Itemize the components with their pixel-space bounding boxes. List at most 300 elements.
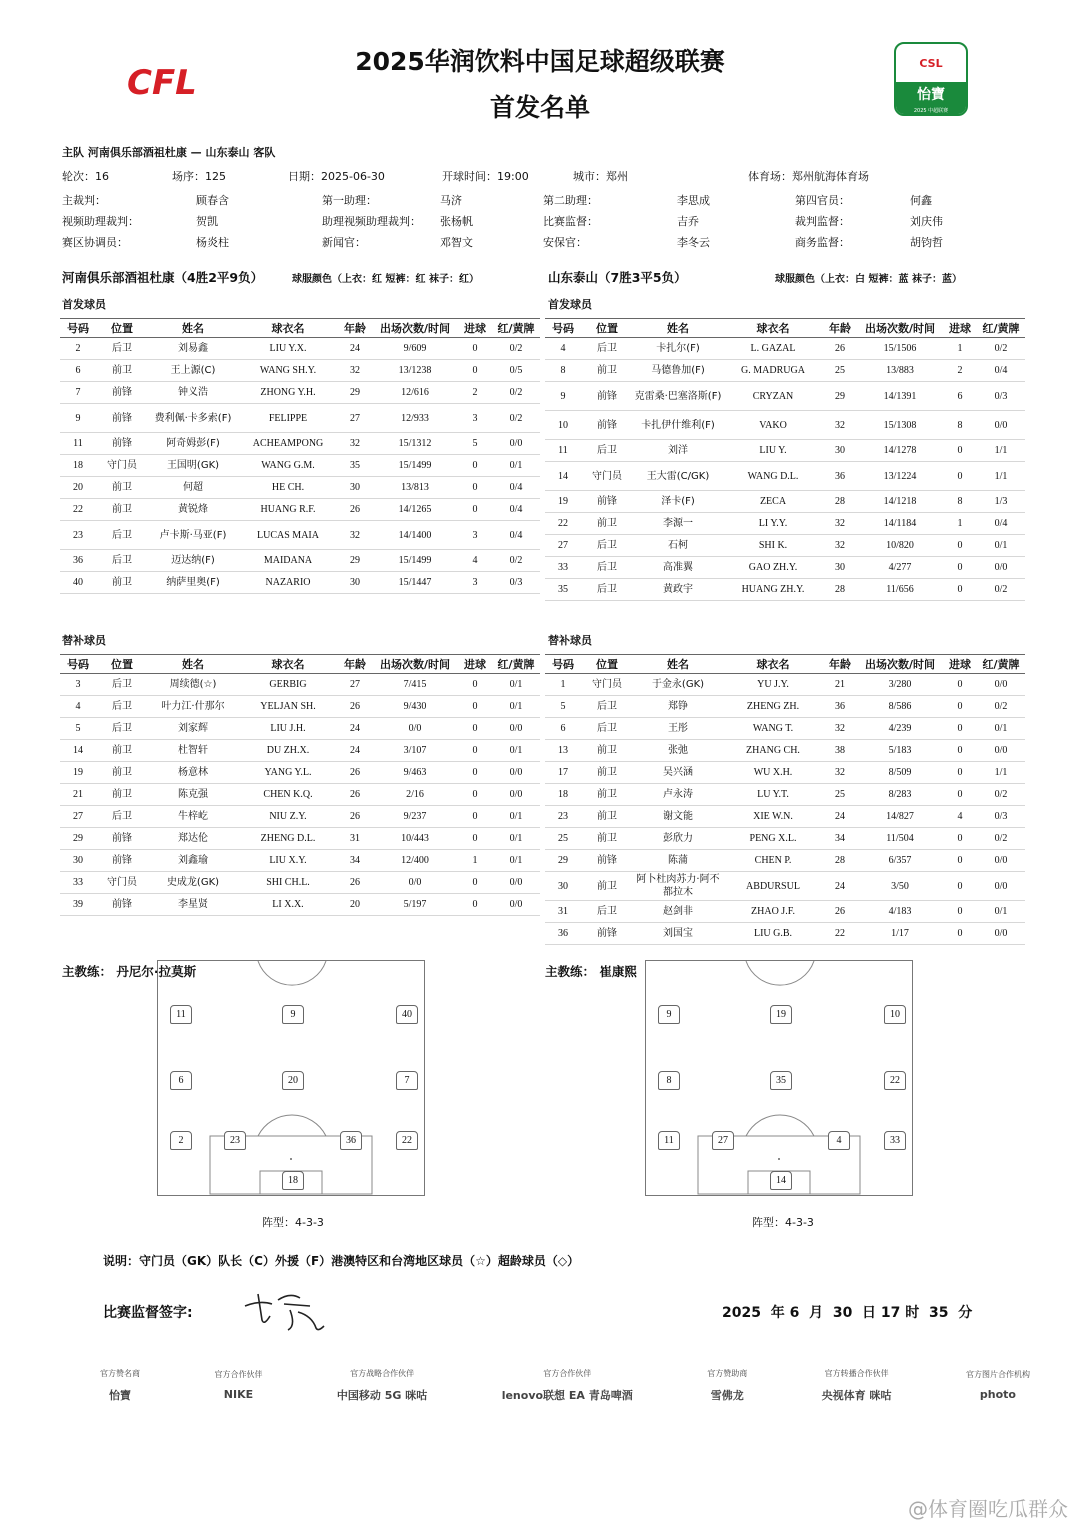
table-cell: 13/883 <box>857 360 943 382</box>
table-cell: 3 <box>458 521 492 550</box>
table-cell: 33 <box>60 872 96 894</box>
signature-image <box>240 1286 340 1336</box>
match-no: 场序：125 <box>172 170 226 183</box>
table-cell: 14/1218 <box>857 491 943 513</box>
column-header: 号码 <box>545 319 581 338</box>
table-cell: 28 <box>823 579 857 601</box>
table-cell: 0/2 <box>492 404 540 433</box>
csl-logo-main: 怡寶 <box>917 87 945 103</box>
column-header: 球衣名 <box>238 655 338 674</box>
table-cell: 0/1 <box>977 901 1025 923</box>
table-cell: 0/0 <box>977 850 1025 872</box>
table-cell: 守门员 <box>581 462 633 491</box>
table-cell: YU J.Y. <box>723 674 823 696</box>
column-header: 姓名 <box>148 655 238 674</box>
table-cell: 后卫 <box>96 806 148 828</box>
table-cell: 前卫 <box>581 513 633 535</box>
home-kit-colors: 球服颜色（上衣：红 短裤：红 袜子：红） <box>292 274 479 285</box>
table-cell: HE CH. <box>238 477 338 499</box>
table-cell: 前卫 <box>581 360 633 382</box>
table-cell: 0/5 <box>492 360 540 382</box>
table-row <box>545 923 1025 945</box>
table-cell: 0 <box>458 696 492 718</box>
table-cell: 张弛 <box>633 740 723 762</box>
table-cell: ACHEAMPONG <box>238 433 338 455</box>
table-cell: 前锋 <box>96 894 148 916</box>
table-row <box>545 491 1025 513</box>
table-cell: 29 <box>338 550 372 572</box>
table-cell: 11 <box>60 433 96 455</box>
table-cell: 32 <box>823 762 857 784</box>
official-name: 杨炎柱 <box>196 236 229 249</box>
table-row <box>60 550 540 572</box>
table-cell: 3 <box>458 404 492 433</box>
table-cell: 后卫 <box>581 557 633 579</box>
table-cell: 0/3 <box>977 806 1025 828</box>
table-header-row <box>60 319 540 338</box>
player-jersey-icon: 9 <box>658 1005 680 1024</box>
table-cell: 0 <box>943 784 977 806</box>
table-cell: 前锋 <box>581 850 633 872</box>
table-cell: 后卫 <box>581 440 633 462</box>
official-role: 安保官： <box>543 236 587 249</box>
table-cell: 9/237 <box>372 806 458 828</box>
table-cell: 0/0 <box>492 872 540 894</box>
table-cell: 24 <box>338 740 372 762</box>
table-cell: 35 <box>338 455 372 477</box>
table-cell: 9/463 <box>372 762 458 784</box>
table-cell: 3 <box>60 674 96 696</box>
table-cell: 前锋 <box>581 411 633 440</box>
table-cell: 32 <box>823 513 857 535</box>
table-cell: 24 <box>823 806 857 828</box>
table-cell: 0 <box>458 338 492 360</box>
table-cell: 36 <box>545 923 581 945</box>
signature-label: 比赛监督签字: <box>103 1305 193 1321</box>
table-cell: 阿卜杜肉苏力·阿不都拉木 <box>633 872 723 901</box>
column-header: 进球 <box>458 319 492 338</box>
away-starters-label: 首发球员 <box>548 298 592 311</box>
table-cell: 1 <box>458 850 492 872</box>
table-cell: 26 <box>823 338 857 360</box>
table-cell: 24 <box>338 718 372 740</box>
sponsor-brand: lenovo联想 EA 青岛啤酒 <box>501 1388 633 1402</box>
table-cell: 守门员 <box>96 455 148 477</box>
table-cell: XIE W.N. <box>723 806 823 828</box>
table-cell: 29 <box>60 828 96 850</box>
table-cell: 前卫 <box>96 572 148 594</box>
table-cell: 8/586 <box>857 696 943 718</box>
column-header: 红/黄牌 <box>977 319 1025 338</box>
table-cell: 3 <box>458 572 492 594</box>
table-cell: 前锋 <box>581 491 633 513</box>
table-cell: 王大雷(C/GK) <box>633 462 723 491</box>
table-row <box>545 828 1025 850</box>
table-cell: 纳萨里奥(F) <box>148 572 238 594</box>
table-row <box>545 411 1025 440</box>
table-cell: 0 <box>943 696 977 718</box>
column-header: 出场次数/时间 <box>372 319 458 338</box>
table-cell: 30 <box>338 572 372 594</box>
table-cell: 30 <box>60 850 96 872</box>
table-cell: 谢文能 <box>633 806 723 828</box>
table-cell: 后卫 <box>96 550 148 572</box>
table-cell: CRYZAN <box>723 382 823 411</box>
sponsor-logo <box>966 1369 1030 1401</box>
player-jersey-icon: 11 <box>170 1005 192 1024</box>
table-cell: 32 <box>823 411 857 440</box>
table-cell: 1 <box>943 338 977 360</box>
table-row <box>545 557 1025 579</box>
table-cell: 前锋 <box>581 923 633 945</box>
table-cell: SHI K. <box>723 535 823 557</box>
column-header: 位置 <box>581 319 633 338</box>
table-cell: 26 <box>823 901 857 923</box>
table-cell: 0/2 <box>977 579 1025 601</box>
sponsor-label: 官方合作伙伴 <box>543 1368 592 1378</box>
table-cell: 阿奇姆彭(F) <box>148 433 238 455</box>
table-cell: 前卫 <box>96 784 148 806</box>
table-cell: 牛梓屹 <box>148 806 238 828</box>
column-header: 位置 <box>96 655 148 674</box>
table-cell: 27 <box>545 535 581 557</box>
table-cell: 11 <box>545 440 581 462</box>
table-cell: 卢永涛 <box>633 784 723 806</box>
kickoff-time: 开球时间：19:00 <box>442 170 529 183</box>
table-cell: 4/277 <box>857 557 943 579</box>
table-cell: 3/50 <box>857 872 943 901</box>
official-name: 顾春含 <box>196 194 229 207</box>
table-cell: 32 <box>823 535 857 557</box>
table-cell: 27 <box>60 806 96 828</box>
column-header: 姓名 <box>148 319 238 338</box>
table-cell: 39 <box>60 894 96 916</box>
table-cell: 1 <box>943 513 977 535</box>
table-row <box>545 462 1025 491</box>
player-jersey-icon: 6 <box>170 1071 192 1090</box>
table-cell: 1/1 <box>977 762 1025 784</box>
cfl-logo-text: CFL <box>127 63 197 102</box>
table-cell: 11/504 <box>857 828 943 850</box>
table-cell: 8 <box>943 411 977 440</box>
table-cell: 杨意林 <box>148 762 238 784</box>
table-cell: 前锋 <box>96 828 148 850</box>
table-header-row <box>60 655 540 674</box>
table-cell: 18 <box>545 784 581 806</box>
official-name: 李思成 <box>677 194 710 207</box>
table-cell: WANG SH.Y. <box>238 360 338 382</box>
city: 城市：郑州 <box>573 170 628 183</box>
table-cell: LIU Y.X. <box>238 338 338 360</box>
table-cell: 13 <box>545 740 581 762</box>
table-row <box>545 535 1025 557</box>
table-cell: 前锋 <box>96 433 148 455</box>
table-row <box>60 740 540 762</box>
table-cell: 0/2 <box>977 784 1025 806</box>
away-coach: 主教练： 崔康熙 <box>545 964 637 979</box>
player-jersey-icon: 27 <box>712 1131 734 1150</box>
table-cell: ZHANG CH. <box>723 740 823 762</box>
table-cell: 2 <box>458 382 492 404</box>
player-jersey-icon: 2 <box>170 1131 192 1150</box>
table-cell: 0 <box>943 850 977 872</box>
table-row <box>60 696 540 718</box>
sponsor-logo <box>337 1368 427 1403</box>
table-cell: 郑铮 <box>633 696 723 718</box>
table-cell: 0 <box>943 535 977 557</box>
table-cell: 27 <box>338 404 372 433</box>
table-cell: 叶力江·什那尔 <box>148 696 238 718</box>
table-cell: NAZARIO <box>238 572 338 594</box>
table-cell: 32 <box>338 360 372 382</box>
official-role: 第一助理： <box>322 194 377 207</box>
table-row <box>60 404 540 433</box>
table-cell: HUANG R.F. <box>238 499 338 521</box>
home-formation-pitch <box>157 960 425 1196</box>
table-row <box>545 718 1025 740</box>
table-cell: 10/443 <box>372 828 458 850</box>
table-cell: 29 <box>823 382 857 411</box>
official-role: 赛区协调员： <box>62 236 128 249</box>
table-cell: 15/1312 <box>372 433 458 455</box>
table-cell: 26 <box>338 872 372 894</box>
table-cell: 后卫 <box>96 674 148 696</box>
table-cell: 钟义浩 <box>148 382 238 404</box>
table-cell: 28 <box>823 491 857 513</box>
table-cell: 5 <box>60 718 96 740</box>
table-cell: 1/3 <box>977 491 1025 513</box>
table-cell: LIU J.H. <box>238 718 338 740</box>
table-cell: 0 <box>943 718 977 740</box>
table-row <box>60 338 540 360</box>
table-row <box>545 806 1025 828</box>
official-role: 商务监督： <box>795 236 850 249</box>
sponsor-label: 官方合作伙伴 <box>214 1370 263 1379</box>
table-cell: 29 <box>338 382 372 404</box>
official-role: 助理视频助理裁判： <box>322 215 421 228</box>
table-cell: 黄政宇 <box>633 579 723 601</box>
sponsor-label: 官方赞助商 <box>707 1368 748 1378</box>
column-header: 进球 <box>943 319 977 338</box>
table-cell: 0/1 <box>492 806 540 828</box>
table-cell: 3/280 <box>857 674 943 696</box>
player-jersey-icon: 8 <box>658 1071 680 1090</box>
column-header: 年龄 <box>823 655 857 674</box>
table-cell: 0/2 <box>492 382 540 404</box>
table-cell: 28 <box>823 850 857 872</box>
table-row <box>60 718 540 740</box>
official-name: 胡钧哲 <box>910 236 943 249</box>
table-cell: CHEN P. <box>723 850 823 872</box>
player-jersey-icon: 33 <box>884 1131 906 1150</box>
table-cell: LUCAS MAIA <box>238 521 338 550</box>
table-cell: 0 <box>458 828 492 850</box>
table-cell: WANG G.M. <box>238 455 338 477</box>
table-cell: 0 <box>458 477 492 499</box>
table-row <box>60 521 540 550</box>
table-cell: 0/0 <box>977 557 1025 579</box>
table-cell: 18 <box>60 455 96 477</box>
table-row <box>545 360 1025 382</box>
table-cell: 20 <box>60 477 96 499</box>
table-cell: 史成龙(GK) <box>148 872 238 894</box>
table-cell: 2 <box>943 360 977 382</box>
table-cell: 0 <box>943 579 977 601</box>
table-cell: 30 <box>545 872 581 901</box>
table-cell: 14 <box>545 462 581 491</box>
table-row <box>60 433 540 455</box>
table-row <box>60 382 540 404</box>
table-cell: 7/415 <box>372 674 458 696</box>
table-cell: 12/616 <box>372 382 458 404</box>
table-cell: 0/4 <box>977 360 1025 382</box>
official-role: 第二助理： <box>543 194 598 207</box>
table-cell: 8/509 <box>857 762 943 784</box>
player-jersey-icon: 20 <box>282 1071 304 1090</box>
table-cell: 4 <box>545 338 581 360</box>
table-cell: 26 <box>338 806 372 828</box>
table-cell: 4/239 <box>857 718 943 740</box>
table-cell: 0/4 <box>492 521 540 550</box>
column-header: 球衣名 <box>723 655 823 674</box>
column-header: 位置 <box>581 655 633 674</box>
table-cell: 14/1400 <box>372 521 458 550</box>
column-header: 号码 <box>60 319 96 338</box>
table-cell: 24 <box>823 872 857 901</box>
table-cell: 15/1506 <box>857 338 943 360</box>
table-cell: 9/609 <box>372 338 458 360</box>
table-cell: 0/0 <box>372 872 458 894</box>
table-cell: 前卫 <box>581 828 633 850</box>
table-cell: 后卫 <box>581 338 633 360</box>
sponsor-logo <box>822 1368 892 1403</box>
table-cell: 刘鑫瑜 <box>148 850 238 872</box>
away-starters-table <box>545 318 1025 601</box>
table-row <box>545 850 1025 872</box>
table-cell: 后卫 <box>581 901 633 923</box>
table-cell: 0 <box>943 828 977 850</box>
column-header: 号码 <box>60 655 96 674</box>
table-row <box>545 762 1025 784</box>
table-cell: 0 <box>458 762 492 784</box>
player-jersey-icon: 11 <box>658 1131 680 1150</box>
table-cell: 6 <box>943 382 977 411</box>
table-cell: 0/0 <box>492 718 540 740</box>
table-cell: 王国明(GK) <box>148 455 238 477</box>
table-cell: 前锋 <box>96 382 148 404</box>
sponsor-logo <box>214 1369 262 1401</box>
table-cell: 1 <box>545 674 581 696</box>
table-cell: L. GAZAL <box>723 338 823 360</box>
table-cell: 0/4 <box>492 499 540 521</box>
table-cell: 2 <box>60 338 96 360</box>
table-cell: 0 <box>458 894 492 916</box>
table-cell: 卢卡斯·马亚(F) <box>148 521 238 550</box>
table-cell: 7 <box>60 382 96 404</box>
table-cell: YELJAN SH. <box>238 696 338 718</box>
table-cell: YANG Y.L. <box>238 762 338 784</box>
table-cell: 8 <box>545 360 581 382</box>
player-jersey-icon: 4 <box>828 1131 850 1150</box>
table-cell: 5 <box>458 433 492 455</box>
table-row <box>545 513 1025 535</box>
sponsor-brand: NIKE <box>223 1388 254 1401</box>
table-cell: 17 <box>545 762 581 784</box>
table-cell: GAO ZH.Y. <box>723 557 823 579</box>
column-header: 红/黄牌 <box>492 655 540 674</box>
player-jersey-icon: 10 <box>884 1005 906 1024</box>
official-name: 张杨帆 <box>440 215 473 228</box>
table-cell: 21 <box>60 784 96 806</box>
table-cell: 0/4 <box>977 513 1025 535</box>
table-header-row <box>545 655 1025 674</box>
away-subs-table <box>545 654 1025 945</box>
official-name: 马济 <box>440 194 462 207</box>
table-cell: 0 <box>943 762 977 784</box>
table-cell: 前卫 <box>96 740 148 762</box>
player-jersey-icon: 7 <box>396 1071 418 1090</box>
table-cell: 32 <box>823 718 857 740</box>
table-cell: 15/1499 <box>372 550 458 572</box>
table-cell: 0/0 <box>977 411 1025 440</box>
table-cell: 5/197 <box>372 894 458 916</box>
sponsor-brand: 中国移动 5G 咪咕 <box>336 1388 428 1402</box>
legend-note: 说明：守门员（GK）队长（C）外援（F）港澳特区和台湾地区球员（☆）超龄球员（◇） <box>103 1254 580 1268</box>
table-cell: 11/656 <box>857 579 943 601</box>
table-cell: 30 <box>823 440 857 462</box>
column-header: 进球 <box>458 655 492 674</box>
table-cell: 0/0 <box>492 762 540 784</box>
table-cell: 34 <box>338 850 372 872</box>
table-cell: 22 <box>60 499 96 521</box>
column-header: 出场次数/时间 <box>857 655 943 674</box>
table-cell: 前锋 <box>96 404 148 433</box>
table-cell: 陈克强 <box>148 784 238 806</box>
table-cell: 守门员 <box>581 674 633 696</box>
table-cell: SHI CH.L. <box>238 872 338 894</box>
table-cell: FELIPPE <box>238 404 338 433</box>
table-cell: 王彤 <box>633 718 723 740</box>
table-cell: 0/1 <box>492 740 540 762</box>
table-cell: 0/1 <box>492 696 540 718</box>
table-cell: 0 <box>458 455 492 477</box>
table-cell: 王上源(C) <box>148 360 238 382</box>
table-cell: 刘家辉 <box>148 718 238 740</box>
table-cell: 22 <box>545 513 581 535</box>
table-cell: 0/0 <box>492 894 540 916</box>
table-cell: 0/2 <box>977 338 1025 360</box>
table-cell: 0/2 <box>492 338 540 360</box>
column-header: 出场次数/时间 <box>372 655 458 674</box>
table-cell: 6 <box>60 360 96 382</box>
table-cell: 前卫 <box>581 806 633 828</box>
table-cell: 9 <box>545 382 581 411</box>
player-jersey-icon: 14 <box>770 1171 792 1190</box>
table-cell: VAKO <box>723 411 823 440</box>
csl-logo <box>894 42 968 116</box>
table-cell: 36 <box>823 462 857 491</box>
table-cell: 26 <box>338 784 372 806</box>
table-row <box>545 338 1025 360</box>
table-cell: 0 <box>943 440 977 462</box>
column-header: 红/黄牌 <box>977 655 1025 674</box>
table-cell: 8/283 <box>857 784 943 806</box>
table-cell: 后卫 <box>96 521 148 550</box>
table-cell: LI Y.Y. <box>723 513 823 535</box>
table-row <box>545 674 1025 696</box>
player-jersey-icon: 23 <box>224 1131 246 1150</box>
column-header: 年龄 <box>338 319 372 338</box>
